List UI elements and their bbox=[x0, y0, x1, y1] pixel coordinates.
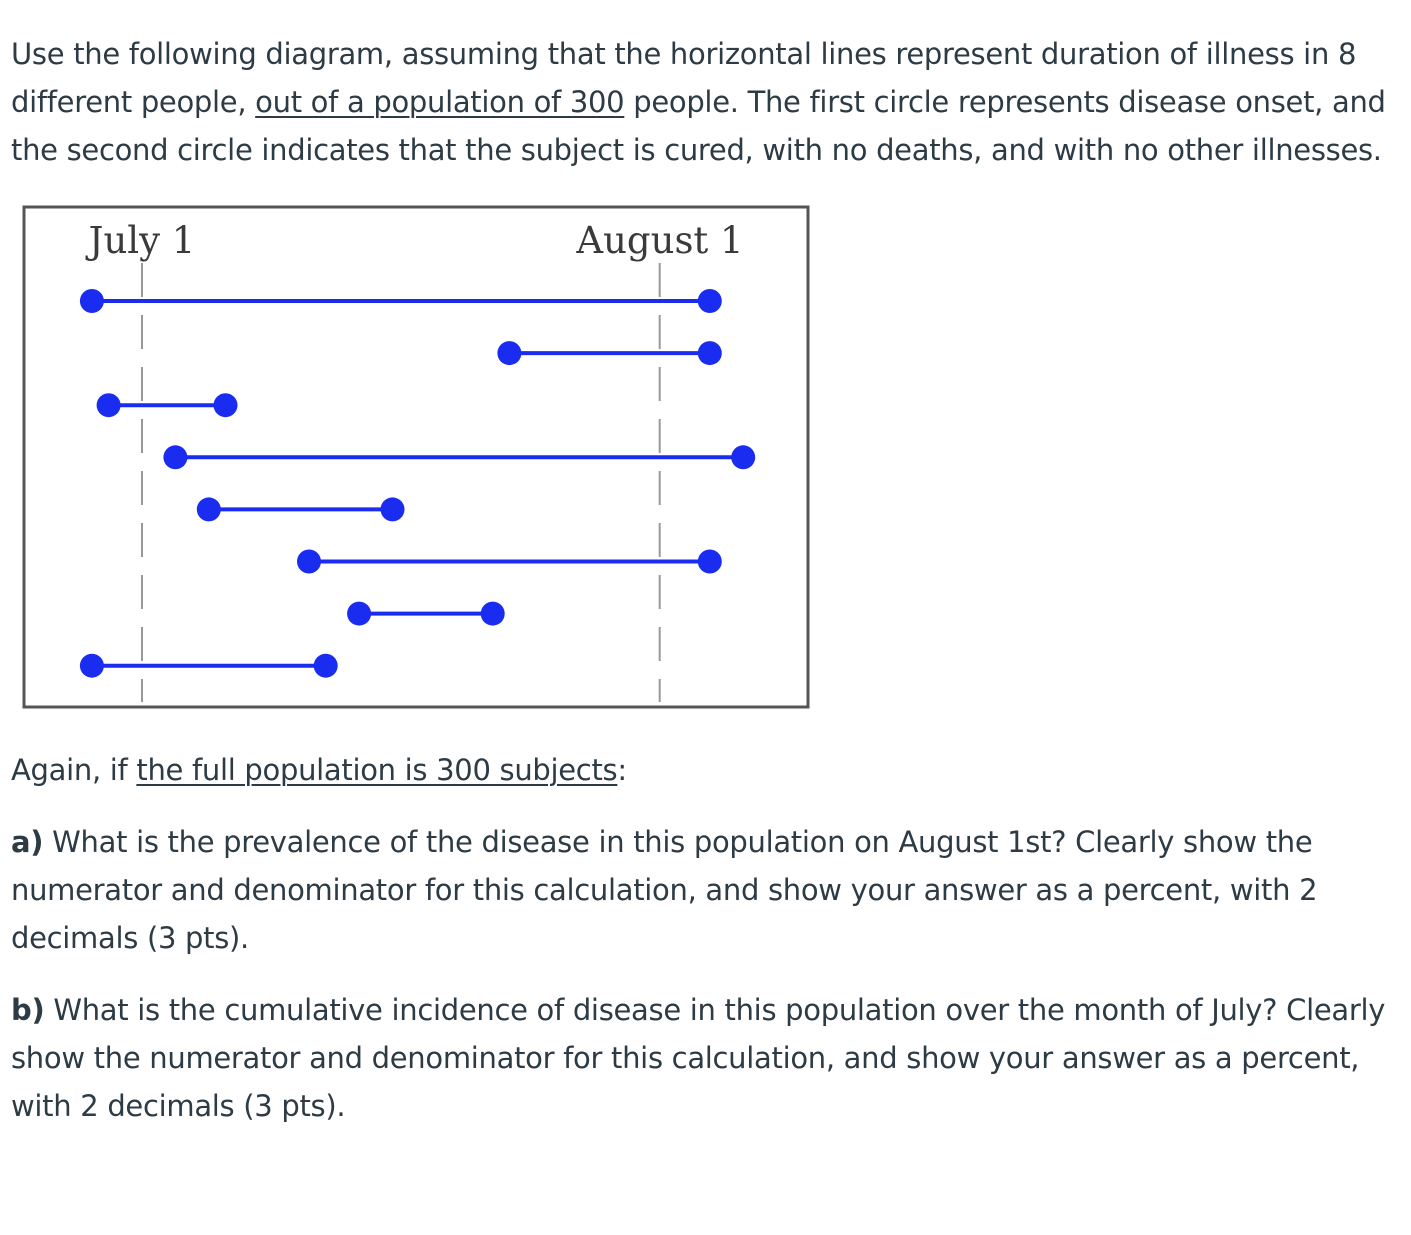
question-b-text: What is the cumulative incidence of disease in this population over the month of July? Clearly show the numerator and denominator for this calculation, and show your answer as a percent, with 2 decimals (3 pts). bbox=[11, 993, 1386, 1123]
cure-marker-1 bbox=[698, 289, 722, 313]
again-text-part2: : bbox=[617, 753, 627, 787]
cure-marker-7 bbox=[481, 602, 505, 626]
onset-marker-2 bbox=[497, 341, 521, 365]
cure-marker-4 bbox=[731, 445, 755, 469]
question-a-text: What is the prevalence of the disease in this population on August 1st? Clearly show the numerator and denominator for this calculation, and show your answer as a percent, with 2 decimals (3 pts). bbox=[11, 825, 1318, 955]
question-b bbox=[11, 986, 1401, 1130]
again-paragraph bbox=[11, 746, 1401, 794]
cure-marker-8 bbox=[314, 654, 338, 678]
again-underlined-population: the full population is 300 subjects bbox=[136, 753, 618, 787]
intro-text-part1: Use the following diagram, assuming that the horizontal lines represent duration of illness in 8 different people, bbox=[11, 37, 1357, 119]
onset-marker-1 bbox=[80, 289, 104, 313]
question-a bbox=[11, 818, 1401, 962]
intro-text-part2: people. The first circle represents disease onset, and the second circle indicates that the subject is cured, with no deaths, and with no other illnesses. bbox=[11, 85, 1386, 167]
tick-label-august-1: August 1 bbox=[576, 219, 744, 262]
onset-marker-7 bbox=[347, 602, 371, 626]
cure-marker-3 bbox=[214, 393, 238, 417]
onset-marker-5 bbox=[197, 497, 221, 521]
tick-label-july-1: July 1 bbox=[88, 219, 196, 262]
illness-timeline-diagram bbox=[22, 205, 811, 712]
onset-marker-6 bbox=[297, 550, 321, 574]
onset-marker-3 bbox=[97, 393, 121, 417]
timeline-svg bbox=[22, 205, 811, 712]
question-b-label: b) bbox=[11, 993, 45, 1027]
intro-paragraph bbox=[11, 30, 1401, 174]
intro-underlined-population: out of a population of 300 bbox=[255, 85, 625, 119]
question-a-label: a) bbox=[11, 825, 44, 859]
cure-marker-2 bbox=[698, 341, 722, 365]
onset-marker-8 bbox=[80, 654, 104, 678]
cure-marker-5 bbox=[381, 497, 405, 521]
cure-marker-6 bbox=[698, 550, 722, 574]
again-text-part1: Again, if bbox=[11, 753, 137, 787]
onset-marker-4 bbox=[163, 445, 187, 469]
